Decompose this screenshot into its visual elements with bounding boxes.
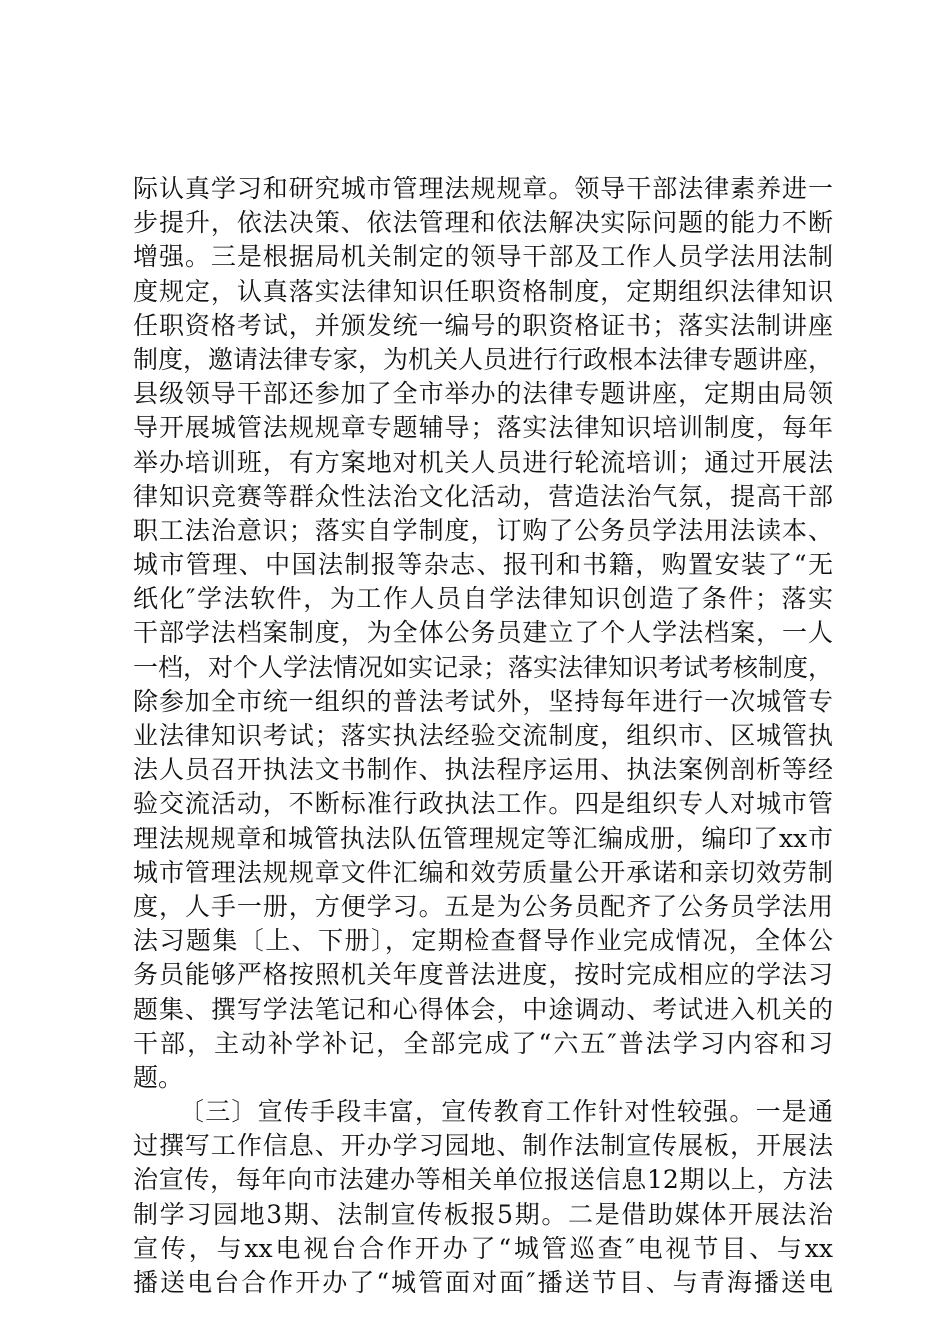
text-line: 除参加全市统一组织的普法考试外，坚持每年进行一次城管专 [133, 686, 833, 716]
text-line: 法习题集〔上、下册〕，定期检查督导作业完成情况，全体公 [133, 926, 833, 956]
text-line: 业法律知识考试；落实执法经验交流制度，组织市、区城管执 [133, 721, 833, 750]
text-line: 制度，邀请法律专家，为机关人员进行行政根本法律专题讲座， [133, 344, 834, 374]
text-line: 干部，主动补学补记，全部完成了“六五″普法学习内容和习 [133, 1028, 833, 1058]
text-line: 举办培训班，有方案地对机关人员进行轮流培训；通过开展法 [133, 447, 833, 477]
text-line: 步提升，依法决策、依法管理和依法解决实际问题的能力不断 [133, 208, 833, 238]
text-line: 任职资格考试，并颁发统一编号的职资格证书；落实法制讲座 [133, 310, 833, 340]
text-line: 城市管理、中国法制报等杂志、报刊和书籍，购置安装了“无 [133, 550, 833, 580]
text-line: 播送电台合作开办了“城管面对面″播送节目、与青海播送电 [133, 1268, 833, 1297]
text-line: 县级领导干部还参加了全市举办的法律专题讲座，定期由局领 [133, 379, 833, 409]
text-line: 律知识竞赛等群众性法治文化活动，营造法治气氛，提高干部 [133, 481, 833, 511]
text-line: 过撰写工作信息、开办学习园地、制作法制宣传展板，开展法 [133, 1131, 833, 1161]
text-line: 验交流活动，不断标准行政执法工作。四是组织专人对城市管 [133, 789, 833, 819]
text-line: 际认真学习和研究城市管理法规规章。领导干部法律素养进一 [133, 174, 833, 203]
text-line: 法人员召开执法文书制作、执法程序运用、执法案例剖析等经 [133, 755, 833, 785]
text-line: 纸化″学法软件，为工作人员自学法律知识创造了条件；落实 [133, 584, 833, 614]
text-line: 度，人手一册，方便学习。五是为公务员配齐了公务员学法用 [133, 891, 833, 921]
text-line: 干部学法档案制度，为全体公务员建立了个人学法档案，一人 [133, 618, 833, 648]
text-line: 导开展城管法规规章专题辅导；落实法律知识培训制度，每年 [133, 413, 833, 443]
text-line: 理法规规章和城管执法队伍管理规定等汇编成册，编印了xx市 [133, 823, 833, 853]
text-line: 职工法治意识；落实自学制度，订购了公务员学法用法读本、 [133, 515, 833, 545]
text-line: 宣传，与xx电视台合作开办了“城管巡查″电视节目、与xx [133, 1233, 833, 1263]
text-line: 制学习园地3期、法制宣传板报5期。二是借助媒体开展法治 [133, 1199, 833, 1229]
section-heading-line: 〔三〕宣传手段丰富，宣传教育工作针对性较强。一是通 [179, 1097, 833, 1127]
text-line: 度规定，认真落实法律知识任职资格制度，定期组织法律知识 [133, 276, 833, 306]
text-line: 城市管理法规规章文件汇编和效劳质量公开承诺和亲切效劳制 [133, 857, 833, 887]
text-line: 增强。三是根据局机关制定的领导干部及工作人员学法用法制 [133, 242, 833, 272]
document-body [133, 172, 833, 1300]
text-line: 题。 [133, 1062, 184, 1092]
text-line: 务员能够严格按照机关年度普法进度，按时完成相应的学法习 [133, 960, 833, 990]
text-line: 治宣传，每年向市法建办等相关单位报送信息12期以上，方法 [133, 1165, 833, 1195]
text-line: 一档，对个人学法情况如实记录；落实法律知识考试考核制度， [133, 652, 834, 682]
text-line: 题集、撰写学法笔记和心得体会，中途调动、考试进入机关的 [133, 994, 833, 1024]
